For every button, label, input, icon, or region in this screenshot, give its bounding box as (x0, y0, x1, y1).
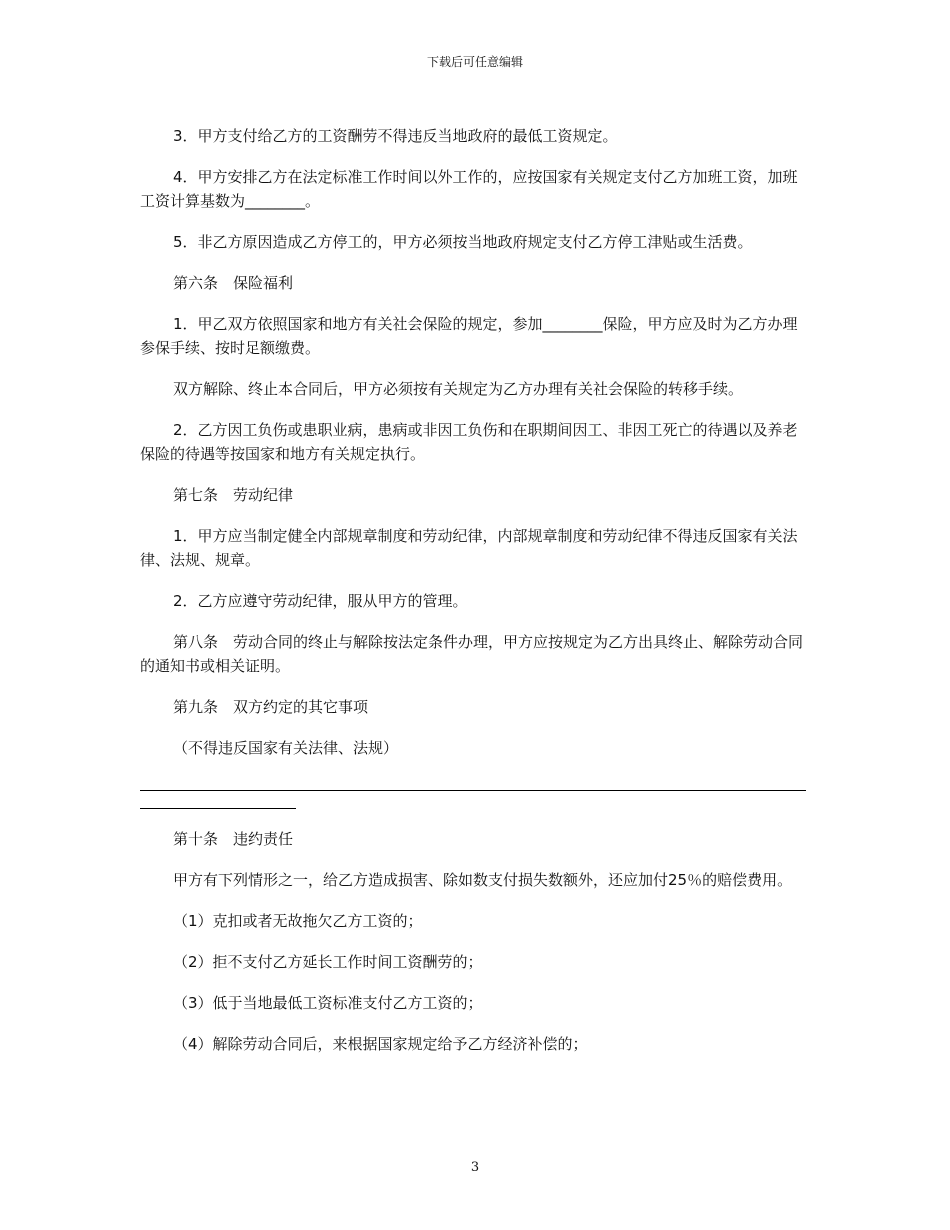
paragraph: 4．甲方安排乙方在法定标准工作时间以外工作的，应按国家有关规定支付乙方加班工资，加班工资计算基数为________。 (140, 168, 798, 210)
blank-line (140, 808, 296, 809)
list-item: （3）低于当地最低工资标准支付乙方工资的； (173, 994, 483, 1012)
paragraph: 5．非乙方原因造成乙方停工的，甲方必须按当地政府规定支付乙方停工津贴或生活费。 (173, 233, 753, 251)
section-heading: 第六条 保险福利 (173, 274, 294, 292)
list-item: （2）拒不支付乙方延长工作时间工资酬劳的； (173, 953, 483, 971)
paragraph: 甲方有下列情形之一，给乙方造成损害、除如数支付损失数额外，还应加付25％的赔偿费用。 (173, 871, 793, 889)
paragraph: 2．乙方应遵守劳动纪律，服从甲方的管理。 (173, 592, 468, 610)
list-item: （1）克扣或者无故拖欠乙方工资的； (173, 912, 423, 930)
blank-line (140, 790, 806, 791)
paragraph: 第八条 劳动合同的终止与解除按法定条件办理，甲方应按规定为乙方出具终止、解除劳动合同的通知书或相关证明。 (140, 633, 804, 675)
document-body (140, 124, 810, 1073)
page-number: 3 (470, 1160, 480, 1175)
paragraph: 2．乙方因工负伤或患职业病，患病或非因工负伤和在职期间因工、非因工死亡的待遇以及养老保险的待遇等按国家和地方有关规定执行。 (140, 421, 798, 463)
section-heading: 第九条 双方约定的其它事项 (173, 698, 369, 716)
paragraph: 双方解除、终止本合同后，甲方必须按有关规定为乙方办理有关社会保险的转移手续。 (173, 380, 744, 398)
page-header: 下载后可任意编辑 (426, 55, 523, 69)
paragraph: 3．甲方支付给乙方的工资酬劳不得违反当地政府的最低工资规定。 (173, 127, 618, 145)
section-heading: 第七条 劳动纪律 (173, 486, 294, 504)
paragraph: 1．甲乙双方依照国家和地方有关社会保险的规定，参加________保险，甲方应及时为乙方办理参保手续、按时足额缴费。 (140, 315, 798, 357)
section-heading: 第十条 违约责任 (173, 830, 294, 848)
paragraph: 1．甲方应当制定健全内部规章制度和劳动纪律，内部规章制度和劳动纪律不得违反国家有关法律、法规、规章。 (140, 527, 798, 569)
list-item: （4）解除劳动合同后，来根据国家规定给予乙方经济补偿的； (173, 1035, 588, 1053)
fill-in-blank-lines (140, 790, 810, 809)
paragraph: （不得违反国家有关法律、法规） (173, 739, 399, 757)
